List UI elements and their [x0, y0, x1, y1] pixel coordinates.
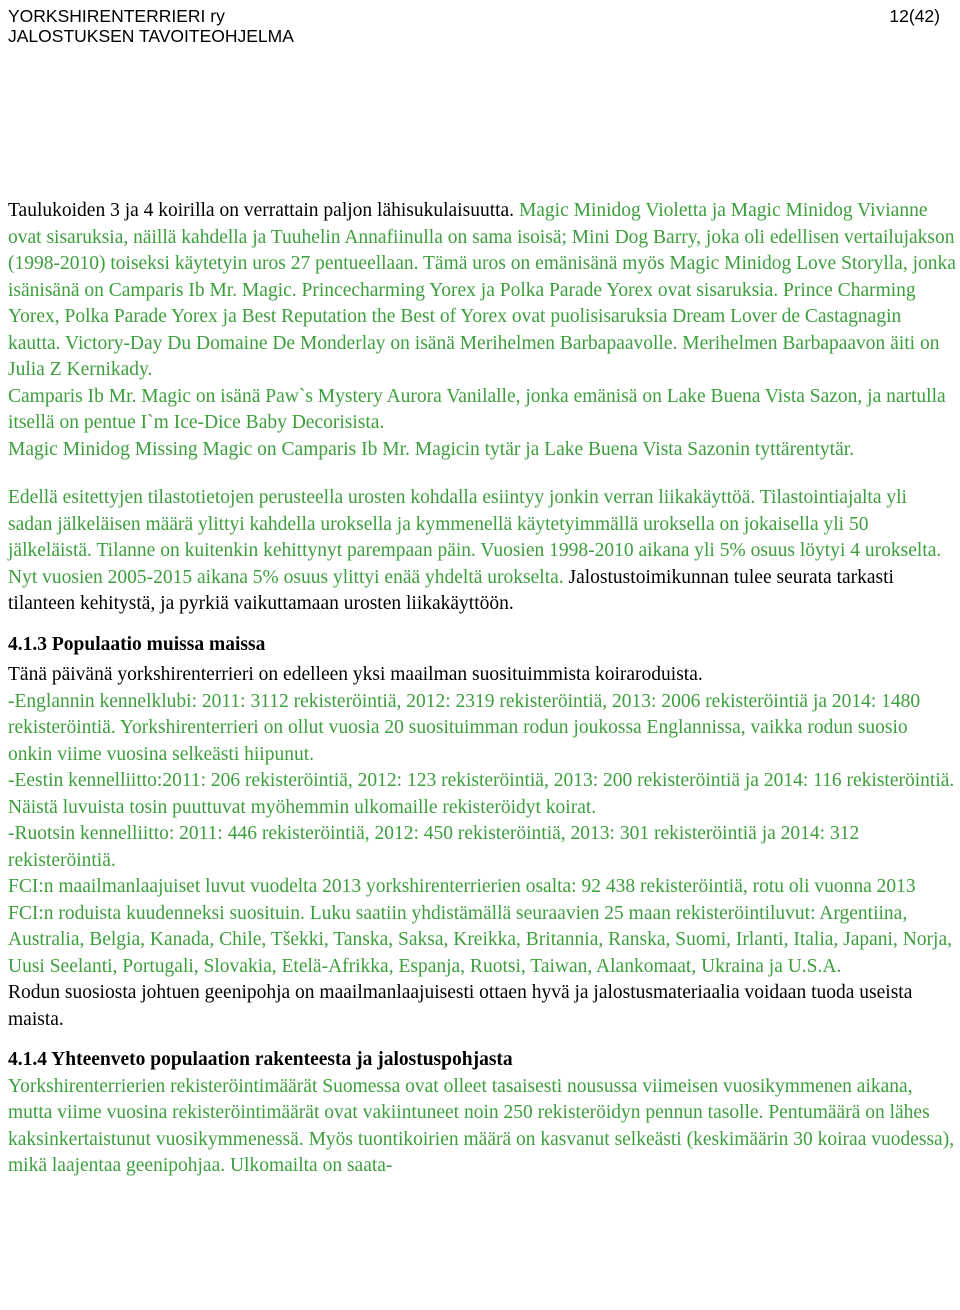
section-heading-4-1-3: 4.1.3 Populaatio muissa maissa — [8, 633, 266, 655]
paragraph-related-dogs — [8, 198, 956, 384]
page-number: 12(42) — [889, 6, 940, 26]
paragraph-sweden: -Ruotsin kennelliitto: 2011: 446 rekisteröintiä, 2012: 450 rekisteröintiä, 2013: 301 rekisteröintiä ja 2014: 312 rekisteröintiä. — [8, 823, 860, 871]
paragraph-text-green: Edellä esitettyjen tilastotietojen perusteella urosten kohdalla esiintyy jonkin verran liikakäyttöä. Tilastointiajalta yli sadan jälkeläisen määrä ylittyi kahdella uroksella ja kymmenellä käytetyimmällä uroksella on jokaisella yli 50 jälkeläistä. Tilanne on kuitenkin kehittynyt parempaan päin. Vuosien 1998-2010 aikana yli 5% osuus löytyi 4 urokselta. Nyt vuosien 2005-2015 aikana 5% osuus ylittyi enää yhdeltä urokselta. — [8, 487, 942, 588]
paragraph-camparis: Camparis Ib Mr. Magic on isänä Paw`s Mystery Aurora Vanilalle, jonka emänisä on Lake Buena Vista Sazon, ja nartulla itsellä on pentue I`m Ice-Dice Baby Decorisista. — [8, 385, 946, 433]
paragraph-intro: Tänä päivänä yorkshirenterrieri on edelleen yksi maailman suosituimmista koiraroduista. — [8, 664, 703, 685]
paragraph-text: Jalostustoimikunnan tulee seurata tarkasti tilanteen kehitystä, ja pyrkiä vaikuttamaan urosten liikakäyttöön. — [8, 566, 894, 614]
paragraph-missing-magic: Magic Minidog Missing Magic on Camparis Ib Mr. Magicin tytär ja Lake Buena Vista Sazonin tyttärentytär. — [8, 438, 855, 460]
paragraph-gene-pool: Rodun suosiosta johtuen geenipohja on maailmanlaajuisesti ottaen hyvä ja jalostusmateriaalia voidaan tuoda useista maista. — [8, 982, 913, 1030]
paragraph-text-green: Magic Minidog Violetta ja Magic Minidog Vivianne ovat sisaruksia, näillä kahdella ja Tuuhelin Annafiinulla on sama isoisä; Mini Dog Barry, joka oli edellisen vertailujakson (1998-2010) toiseksi käytetyin uros 27 pentueellaan. Tämä uros on emänisänä myös Magic Minidog Love Storylla, jonka isänisänä on Camparis Ib Mr. Magic. Princecharming Yorex ja Polka Parade Yorex ovat sisaruksia. Prince Charming Yorex, Polka Parade Yorex ja Best Reputation the Best of Yorex ovat puolisisaruksia Dream Lover de Castagnagin kautta. Victory-Day Du Domaine De Monderlay on isänä Merihelmen Barbapaavolle. Merihelmen Barbapaavon äiti on Julia Z Kernikady. — [8, 200, 956, 380]
document-title: JALOSTUKSEN TAVOITEOHJELMA — [8, 26, 294, 46]
paragraph-england: -Englannin kennelklubi: 2011: 3112 rekisteröintiä, 2012: 2319 rekisteröintiä, 2013: 2006 rekisteröintiä ja 2014: 1480 rekisteröintiä. Yorkshirenterrieri on ollut vuosia 20 suosituimman rodun joukossa Englannissa, vaikka rodun suosio onkin viime vuosina selkeästi hiipunut. — [8, 690, 921, 765]
paragraph-overuse — [8, 485, 956, 618]
page-header — [8, 6, 940, 46]
paragraph-fci: FCI:n maailmanlaajuiset luvut vuodelta 2013 yorkshirenterrierien osalta: 92 438 rekisteröintiä, rotu oli vuonna 2013 FCI:n roduista kuudenneksi suosituin. Luku saatiin yhdistämällä seuraavien 25 maan rekisteröintiluvut: Argentiina, Australia, Belgia, Kanada, Chile, Tšekki, Tanska, Saksa, Kreikka, Britannia, Ranska, Suomi, Irlanti, Italia, Japani, Norja, Uusi Seelanti, Portugali, Slovakia, Etelä-Afrikka, Espanja, Ruotsi, Taiwan, Alankomaat, Ukraina ja U.S.A. — [8, 876, 952, 977]
document-body — [8, 198, 956, 1180]
paragraph-summary: Yorkshirenterrierien rekisteröintimäärät Suomessa ovat olleet tasaisesti nousussa viimeisen vuosikymmenen aikana, mutta viime vuosina rekisteröintimäärät ovat vakiintuneet noin 250 rekisteröidyn pennun tasolle. Pentumäärä on lähes kaksinkertaistunut vuosikymmenessä. Myös tuontikoirien määrä on kasvanut selkeästi (keskimäärin 30 koiraa vuodessa), mikä laajentaa geenipohjaa. Ulkomailta on saata- — [8, 1075, 955, 1176]
paragraph-estonia: -Eestin kennelliitto:2011: 206 rekisteröintiä, 2012: 123 rekisteröintiä, 2013: 200 rekisteröintiä ja 2014: 116 rekisteröintiä. Näistä luvuista tosin puuttuvat myöhemmin ulkomaille rekisteröidyt koirat. — [8, 770, 955, 818]
paragraph-text: Taulukoiden 3 ja 4 koirilla on verrattain paljon lähisukulaisuutta. — [8, 200, 519, 221]
organization-name: YORKSHIRENTERRIERI ry — [8, 6, 225, 26]
section-heading-4-1-4: 4.1.4 Yhteenveto populaation rakenteesta ja jalostuspohjasta — [8, 1049, 513, 1070]
